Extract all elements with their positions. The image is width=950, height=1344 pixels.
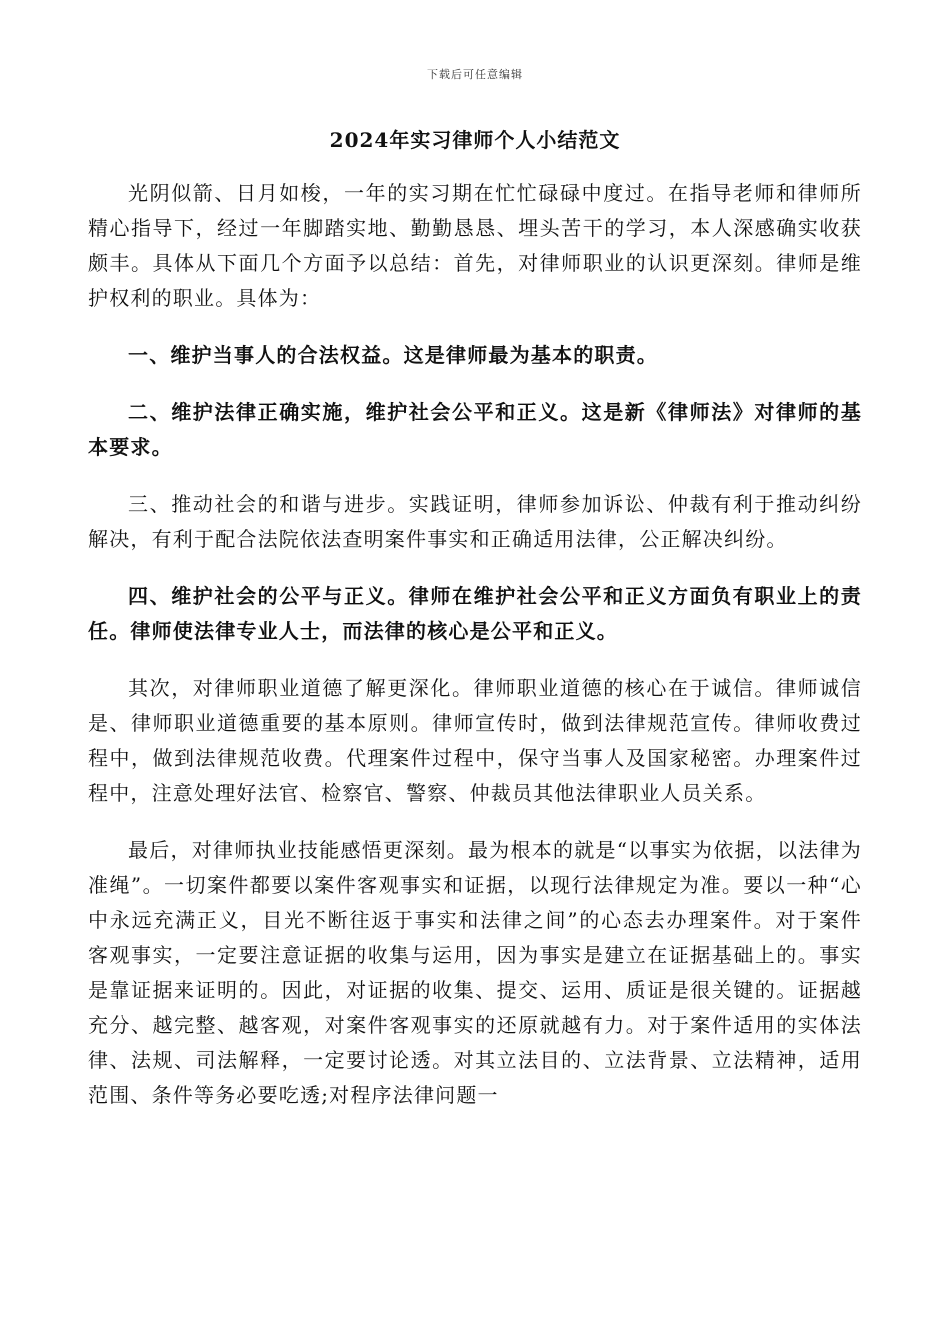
paragraph-skills: 最后，对律师执业技能感悟更深刻。最为根本的就是“以事实为依据，以法律为准绳”。一切案件都要以案件客观事实和证据，以现行法律规定为准。要以一种“心中永远充满正义，目光不断往返于事实和法律之间”的心态去办理案件。对于案件客观事实，一定要注意证据的收集与运用，因为事实是建立在证据基础上的。事实是靠证据来证明的。因此，对证据的收集、提交、运用、质证是很关键的。证据越充分、越完整、越客观，对案件客观事实的还原就越有力。对于案件适用的实体法律、法规、司法解释，一定要讨论透。对其立法目的、立法背景、立法精神，适用范围、条件等务必要吃透;对程序法律问题一 <box>88 838 862 1107</box>
header-note: 下载后可任意编辑 <box>427 68 523 81</box>
document-title: 2024年实习律师个人小结范文 <box>329 128 621 152</box>
paragraph-ethics: 其次，对律师职业道德了解更深化。律师职业道德的核心在于诚信。律师诚信是、律师职业道德重要的基本原则。律师宣传时，做到法律规范宣传。律师收费过程中，做到法律规范收费。代理案件过程中，保守当事人及国家秘密。办理案件过程中，注意处理好法官、检察官、警察、仲裁员其他法律职业人员关系。 <box>88 676 862 805</box>
paragraph-point-2: 二、维护法律正确实施，维护社会公平和正义。这是新《律师法》对律师的基本要求。 <box>88 400 862 459</box>
paragraph-point-1: 一、维护当事人的合法权益。这是律师最为基本的职责。 <box>128 343 658 367</box>
paragraph-point-4: 四、维护社会的公平与正义。律师在维护社会公平和正义方面负有职业上的责任。律师使法律专业人士，而法律的核心是公平和正义。 <box>88 584 862 643</box>
paragraph-point-3: 三、推动社会的和谐与进步。实践证明，律师参加诉讼、仲裁有利于推动纠纷解决，有利于配合法院依法查明案件事实和正确适用法律，公正解决纠纷。 <box>88 492 862 551</box>
paragraph-intro: 光阴似箭、日月如梭，一年的实习期在忙忙碌碌中度过。在指导老师和律师所精心指导下，经过一年脚踏实地、勤勤恳恳、埋头苦干的学习，本人深感确实收获颇丰。具体从下面几个方面予以总结：首先，对律师职业的认识更深刻。律师是维护权利的职业。具体为： <box>88 181 862 310</box>
document-body <box>88 176 862 1135</box>
